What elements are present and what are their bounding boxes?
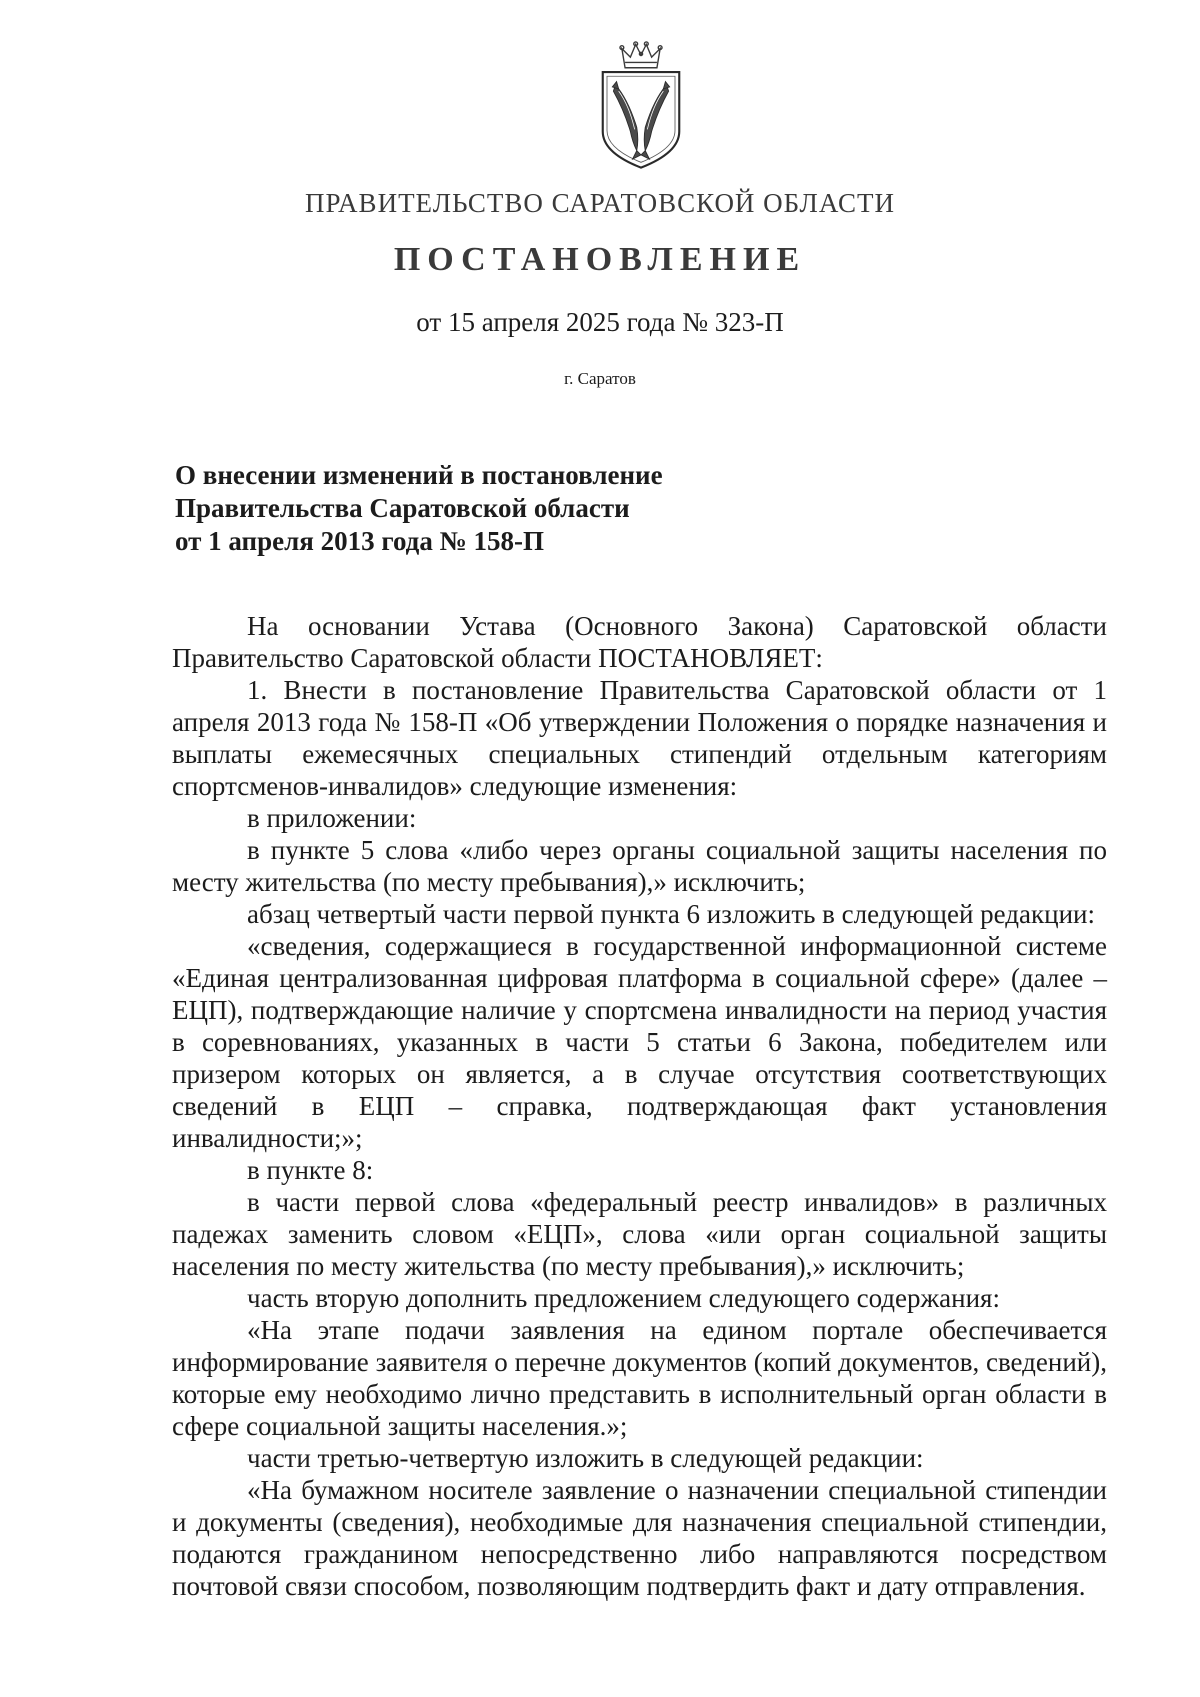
body-paragraph: 1. Внести в постановление Правительства Саратовской области от 1 апреля 2013 года № 158-П «Об утверждении Положения о порядке назначения и выплаты ежемесячных специальных стипендий отдельным категориям спортсменов-инвалидов» следующие изменения: <box>172 675 1107 801</box>
body-paragraph: абзац четвертый части первой пункта 6 изложить в следующей редакции: <box>247 899 1095 929</box>
body-paragraph: На основании Устава (Основного Закона) Саратовской области Правительство Саратовской области ПОСТАНОВЛЯЕТ: <box>172 611 1107 673</box>
document-date-number: от 15 апреля 2025 года № 323-П <box>416 307 784 337</box>
organization-name: ПРАВИТЕЛЬСТВО САРАТОВСКОЙ ОБЛАСТИ <box>305 188 895 218</box>
body-paragraph: в приложении: <box>247 803 417 833</box>
body-paragraph: «На этапе подачи заявления на едином портале обеспечивается информирование заявителя о перечне документов (копий документов, сведений), которые ему необходимо лично представить в исполнительный орган области в сфере социальной защиты населения.»; <box>172 1315 1107 1441</box>
body-paragraph: часть вторую дополнить предложением следующего содержания: <box>247 1283 1000 1313</box>
document-body <box>172 610 1107 1602</box>
body-paragraph: в пункте 8: <box>247 1155 374 1185</box>
title-line: О внесении изменений в постановление <box>175 460 663 490</box>
document-type: ПОСТАНОВЛЕНИЕ <box>393 241 807 278</box>
body-paragraph: в части первой слова «федеральный реестр инвалидов» в различных падежах заменить словом «ЕЦП», слова «или орган социальной защиты населения по месту жительства (по месту пребывания),» исключить; <box>172 1187 1107 1281</box>
document-title <box>175 459 875 558</box>
title-line: Правительства Саратовской области <box>175 493 630 523</box>
body-paragraph: в пункте 5 слова «либо через органы социальной защиты населения по месту жительства (по месту пребывания),» исключить; <box>172 835 1107 897</box>
body-paragraph: «сведения, содержащиеся в государственной информационной системе «Единая централизованная цифровая платформа в социальной сфере» (далее – ЕЦП), подтверждающие наличие у спортсмена инвалидности на период участия в соревнованиях, указанных в части 5 статьи 6 Закона, победителем или призером которых он является, а в случае отсутствия соответствующих сведений в ЕЦП – справка, подтверждающая факт установления инвалидности;»; <box>172 931 1107 1153</box>
title-line: от 1 апреля 2013 года № 158-П <box>175 526 544 556</box>
saratov-coat-of-arms-icon <box>590 40 692 172</box>
document-city: г. Саратов <box>564 369 636 388</box>
body-paragraph: «На бумажном носителе заявление о назначении специальной стипендии и документы (сведения), необходимые для назначения специальной стипендии, подаются гражданином непосредственно либо направляются посредством почтовой связи способом, позволяющим подтвердить факт и дату отправления. <box>172 1475 1107 1601</box>
body-paragraph: части третью-четвертую изложить в следующей редакции: <box>247 1443 924 1473</box>
